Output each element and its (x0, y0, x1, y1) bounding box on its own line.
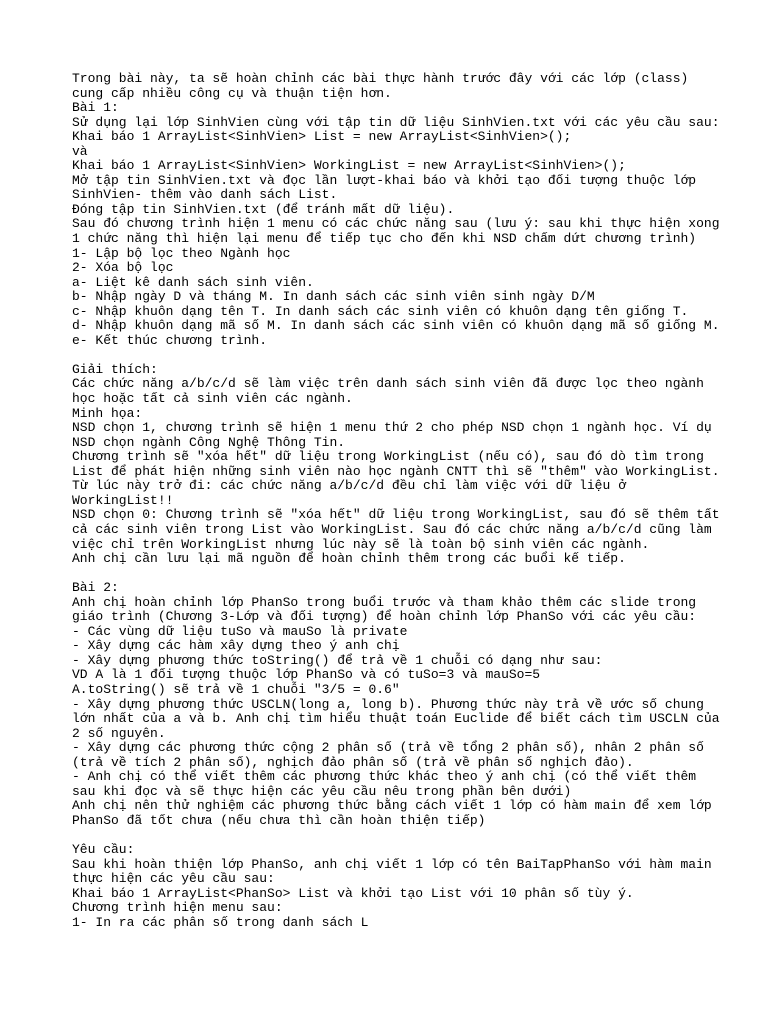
text-line: NSD chọn 1, chương trình sẽ hiện 1 menu thứ 2 cho phép NSD chọn 1 ngành học. Ví dụ (72, 420, 712, 436)
text-line: SinhVien- thêm vào danh sách List. (72, 187, 338, 203)
text-line: (trả về tích 2 phân số), nghịch đảo phân số (trả về phân số nghịch đảo). (72, 754, 634, 770)
text-line: Các chức năng a/b/c/d sẽ làm việc trên danh sách sinh viên đã được lọc theo ngành (72, 376, 704, 392)
section-heading-bai-2: Bài 2: (72, 580, 119, 596)
text-line: 2 số nguyên. (72, 725, 166, 741)
text-line: học hoặc tất cả sinh viên các ngành. (72, 391, 353, 407)
text-line: sau khi đọc và sẽ thực hiện các yêu cầu nêu trong phần bên dưới) (72, 783, 572, 799)
text-line: Từ lúc này trở đi: các chức năng a/b/c/d đều chỉ làm việc với dữ liệu ở (72, 478, 626, 494)
text-line: Đóng tập tin SinhVien.txt (để tránh mất dữ liệu). (72, 201, 455, 217)
menu-item: c- Nhập khuôn dạng tên T. In danh sách các sinh viên có khuôn dạng tên giống T. (72, 303, 689, 319)
text-line: cả các sinh viên trong List vào WorkingList. Sau đó các chức năng a/b/c/d cũng làm (72, 521, 712, 537)
text-line: Mở tập tin SinhVien.txt và đọc lần lượt-khai báo và khởi tạo đối tượng thuộc lớp (72, 172, 697, 188)
code-line: Khai báo 1 ArrayList<SinhVien> WorkingList = new ArrayList<SinhVien>(); (72, 158, 626, 174)
section-heading-giai-thich: Giải thích: (72, 361, 158, 377)
text-line: Chương trình hiện menu sau: (72, 900, 283, 916)
text-line: Chương trình sẽ "xóa hết" dữ liệu trong WorkingList (nếu có), sau đó dò tìm trong (72, 449, 704, 465)
text-line: và (72, 143, 88, 159)
menu-item: e- Kết thúc chương trình. (72, 332, 268, 348)
blank-line (72, 348, 712, 363)
bullet-item: - Xây dựng các hàm xây dựng theo ý anh chị (72, 638, 400, 654)
menu-item: a- Liệt kê danh sách sinh viên. (72, 274, 314, 290)
bullet-item: - Xây dựng phương thức USCLN(long a, long b). Phương thức này trả về ước số chung (72, 696, 704, 712)
text-line: Khai báo 1 ArrayList<PhanSo> List và khởi tạo List với 10 phân số tùy ý. (72, 885, 634, 901)
bullet-item: - Anh chị có thể viết thêm các phương thức khác theo ý anh chị (có thể viết thêm (72, 769, 697, 785)
text-line: PhanSo đã tốt chưa (nếu chưa thì cần hoàn thiện tiếp) (72, 812, 486, 828)
text-line: Sau đó chương trình hiện 1 menu có các chức năng sau (lưu ý: sau khi thực hiện xong (72, 216, 720, 232)
text-line: VD A là 1 đối tượng thuộc lớp PhanSo và có tuSo=3 và mauSo=5 (72, 667, 541, 683)
menu-item: b- Nhập ngày D và tháng M. In danh sách các sinh viên sinh ngày D/M (72, 289, 595, 305)
blank-line (72, 828, 712, 843)
bullet-item: - Xây dựng phương thức toString() để trả về 1 chuỗi có dạng như sau: (72, 652, 603, 668)
menu-item: 2- Xóa bộ lọc (72, 260, 174, 276)
menu-item: d- Nhập khuôn dạng mã số M. In danh sách các sinh viên có khuôn dạng mã số giống M. (72, 318, 720, 334)
text-line: List để phát hiện những sinh viên nào học ngành CNTT thì sẽ "thêm" vào WorkingList. (72, 463, 720, 479)
section-heading-yeu-cau: Yêu cầu: (72, 841, 135, 857)
section-heading-minh-hoa: Minh họa: (72, 405, 143, 421)
text-line: Anh chị cần lưu lại mã nguồn để hoàn chỉnh thêm trong các buổi kế tiếp. (72, 551, 626, 567)
text-line: Trong bài này, ta sẽ hoàn chỉnh các bài thực hành trước đây với các lớp (class) (72, 71, 689, 86)
bullet-item: - Xây dựng các phương thức cộng 2 phân số (trả về tổng 2 phân số), nhân 2 phân số (72, 740, 704, 756)
text-line: thực hiện các yêu cầu sau: (72, 871, 275, 887)
text-line: lớn nhất của a và b. Anh chị tìm hiểu thuật toán Euclide để biết cách tìm USCLN của (72, 711, 720, 727)
menu-item: 1- Lập bộ lọc theo Ngành học (72, 245, 291, 261)
text-line: 1 chức năng thì hiện lại menu để tiếp tục cho đến khi NSD chấm dứt chương trình) (72, 231, 697, 247)
code-line: Khai báo 1 ArrayList<SinhVien> List = new ArrayList<SinhVien>(); (72, 129, 572, 145)
text-line: Sau khi hoàn thiện lớp PhanSo, anh chị viết 1 lớp có tên BaiTapPhanSo với hàm main (72, 856, 712, 872)
text-line: NSD chọn ngành Công Nghệ Thông Tin. (72, 434, 346, 450)
text-line: Anh chị nên thử nghiệm các phương thức bằng cách viết 1 lớp có hàm main để xem lớp (72, 798, 712, 814)
section-heading-bai-1: Bài 1: (72, 100, 119, 116)
text-line: A.toString() sẽ trả về 1 chuỗi "3/5 = 0.6" (72, 681, 400, 697)
text-line: giáo trình (Chương 3-Lớp và đối tượng) để hoàn chỉnh lớp PhanSo với các yêu cầu: (72, 609, 697, 625)
menu-item: 1- In ra các phân số trong danh sách L (72, 914, 369, 930)
text-line: Anh chị hoàn chỉnh lớp PhanSo trong buổi trước và tham khảo thêm các slide trong (72, 594, 697, 610)
bullet-item: - Các vùng dữ liệu tuSo và mauSo là private (72, 623, 408, 639)
text-line: NSD chọn 0: Chương trình sẽ "xóa hết" dữ liệu trong WorkingList, sau đó sẽ thêm tất (72, 507, 720, 523)
text-line: Sử dụng lại lớp SinhVien cùng với tập tin dữ liệu SinhVien.txt với các yêu cầu sau: (72, 114, 720, 130)
document-page (72, 71, 720, 930)
text-line: WorkingList!! (72, 492, 174, 508)
text-line: việc chỉ trên WorkingList nhưng lúc này sẽ là toàn bộ sinh viên các ngành. (72, 536, 650, 552)
text-line: cung cấp nhiều công cụ và thuận tiện hơn. (72, 85, 392, 101)
blank-line (72, 567, 712, 582)
